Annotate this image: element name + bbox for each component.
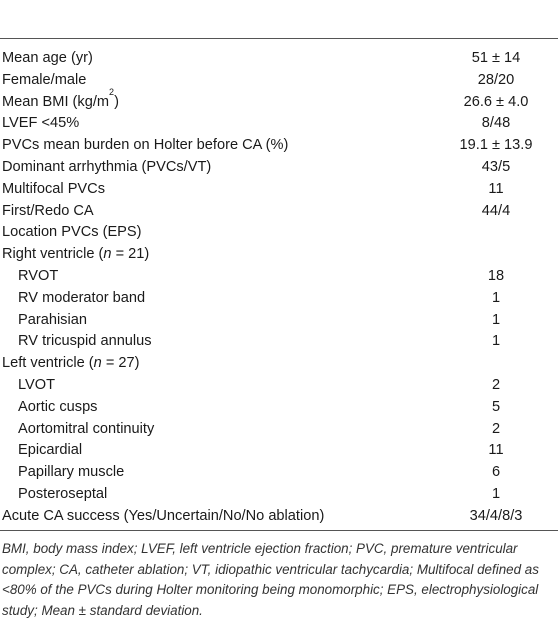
row-label: Acute CA success (Yes/Uncertain/No/No ablation) — [2, 507, 325, 524]
row-label: RV moderator band — [18, 289, 146, 306]
row-value: 8/48 — [481, 115, 511, 132]
row-label: LVOT — [18, 376, 56, 393]
row-label: RVOT — [18, 267, 59, 284]
table-row — [0, 397, 558, 419]
row-label: Mean BMI $(kg/m^2)$ — [2, 86, 119, 110]
table-footnote: BMI, body mass index; LVEF, left ventricle ejection fraction; PVC, premature ventricular complex; CA, catheter ablation; VT, idiopathic ventricular tachycardia; Multifocal defined as <80% of the PVCs during Holter monitoring being monomorphic; EPS, electrophysiological study; Mean ± standard deviation. — [2, 541, 539, 618]
row-label: Aortic cusps — [18, 398, 98, 415]
table-row — [0, 70, 558, 92]
row-value: 19.1 ± 13.9 — [459, 137, 533, 154]
table-row — [0, 310, 558, 332]
row-value: 34/4/8/3 — [469, 507, 523, 524]
row-label: Dominant arrhythmia (PVCs/VT) — [2, 158, 212, 175]
table-row — [0, 244, 558, 266]
row-value: 6 — [491, 464, 501, 481]
row-value: 51 ± 14 — [471, 50, 521, 66]
row-value: 44/4 — [481, 202, 511, 219]
row-value: 5 — [491, 398, 501, 415]
table-bottom-rule — [0, 530, 558, 531]
row-value: 43/5 — [481, 158, 511, 175]
row-value: 18 — [487, 267, 505, 284]
table-row — [0, 113, 558, 135]
row-value: 11 — [488, 442, 504, 459]
row-label: First/Redo CA — [2, 202, 94, 219]
table-row — [0, 506, 558, 528]
table-row — [0, 375, 558, 397]
table-row — [0, 222, 558, 244]
table-row — [0, 266, 558, 288]
row-label: RV tricuspid annulus — [18, 333, 152, 350]
table-row — [0, 157, 558, 179]
row-label: Aortomitral continuity — [18, 420, 155, 437]
row-label: Posteroseptal — [18, 485, 108, 502]
row-value: 1 — [491, 289, 501, 306]
row-value: 11 — [488, 180, 504, 197]
table-row — [0, 462, 558, 484]
table-row — [0, 440, 558, 462]
table-body — [0, 48, 558, 528]
row-label: Papillary muscle — [18, 464, 125, 481]
row-label: Multifocal PVCs — [2, 180, 105, 197]
table-top-rule — [0, 38, 558, 39]
table-row — [0, 419, 558, 441]
row-label: Left ventricle (n = 27) — [2, 355, 140, 372]
table-row — [0, 48, 558, 70]
table-row — [0, 288, 558, 310]
table-row — [0, 179, 558, 201]
row-value: 1 — [491, 485, 501, 502]
row-value: 28/20 — [477, 71, 515, 88]
row-label: Mean age (yr) — [2, 50, 93, 66]
row-value: 2 — [491, 420, 501, 437]
row-label: Epicardial — [18, 442, 83, 459]
row-value: 26.6 ± 4.0 — [463, 93, 529, 110]
row-label: Location PVCs (EPS) — [2, 224, 142, 241]
table-row — [0, 484, 558, 506]
table-row — [0, 353, 558, 375]
row-value: 2 — [491, 376, 501, 393]
row-label: Female/male — [2, 71, 87, 88]
row-label: LVEF <45% — [2, 115, 80, 132]
row-value: 1 — [491, 311, 501, 328]
table-row — [0, 135, 558, 157]
row-label: PVCs mean burden on Holter before CA (%) — [2, 137, 289, 154]
table-row — [0, 201, 558, 223]
row-value: 1 — [491, 333, 501, 350]
table-row — [0, 86, 558, 114]
table-row — [0, 331, 558, 353]
row-label: Parahisian — [18, 311, 87, 328]
row-label: Right ventricle (n = 21) — [2, 246, 150, 263]
